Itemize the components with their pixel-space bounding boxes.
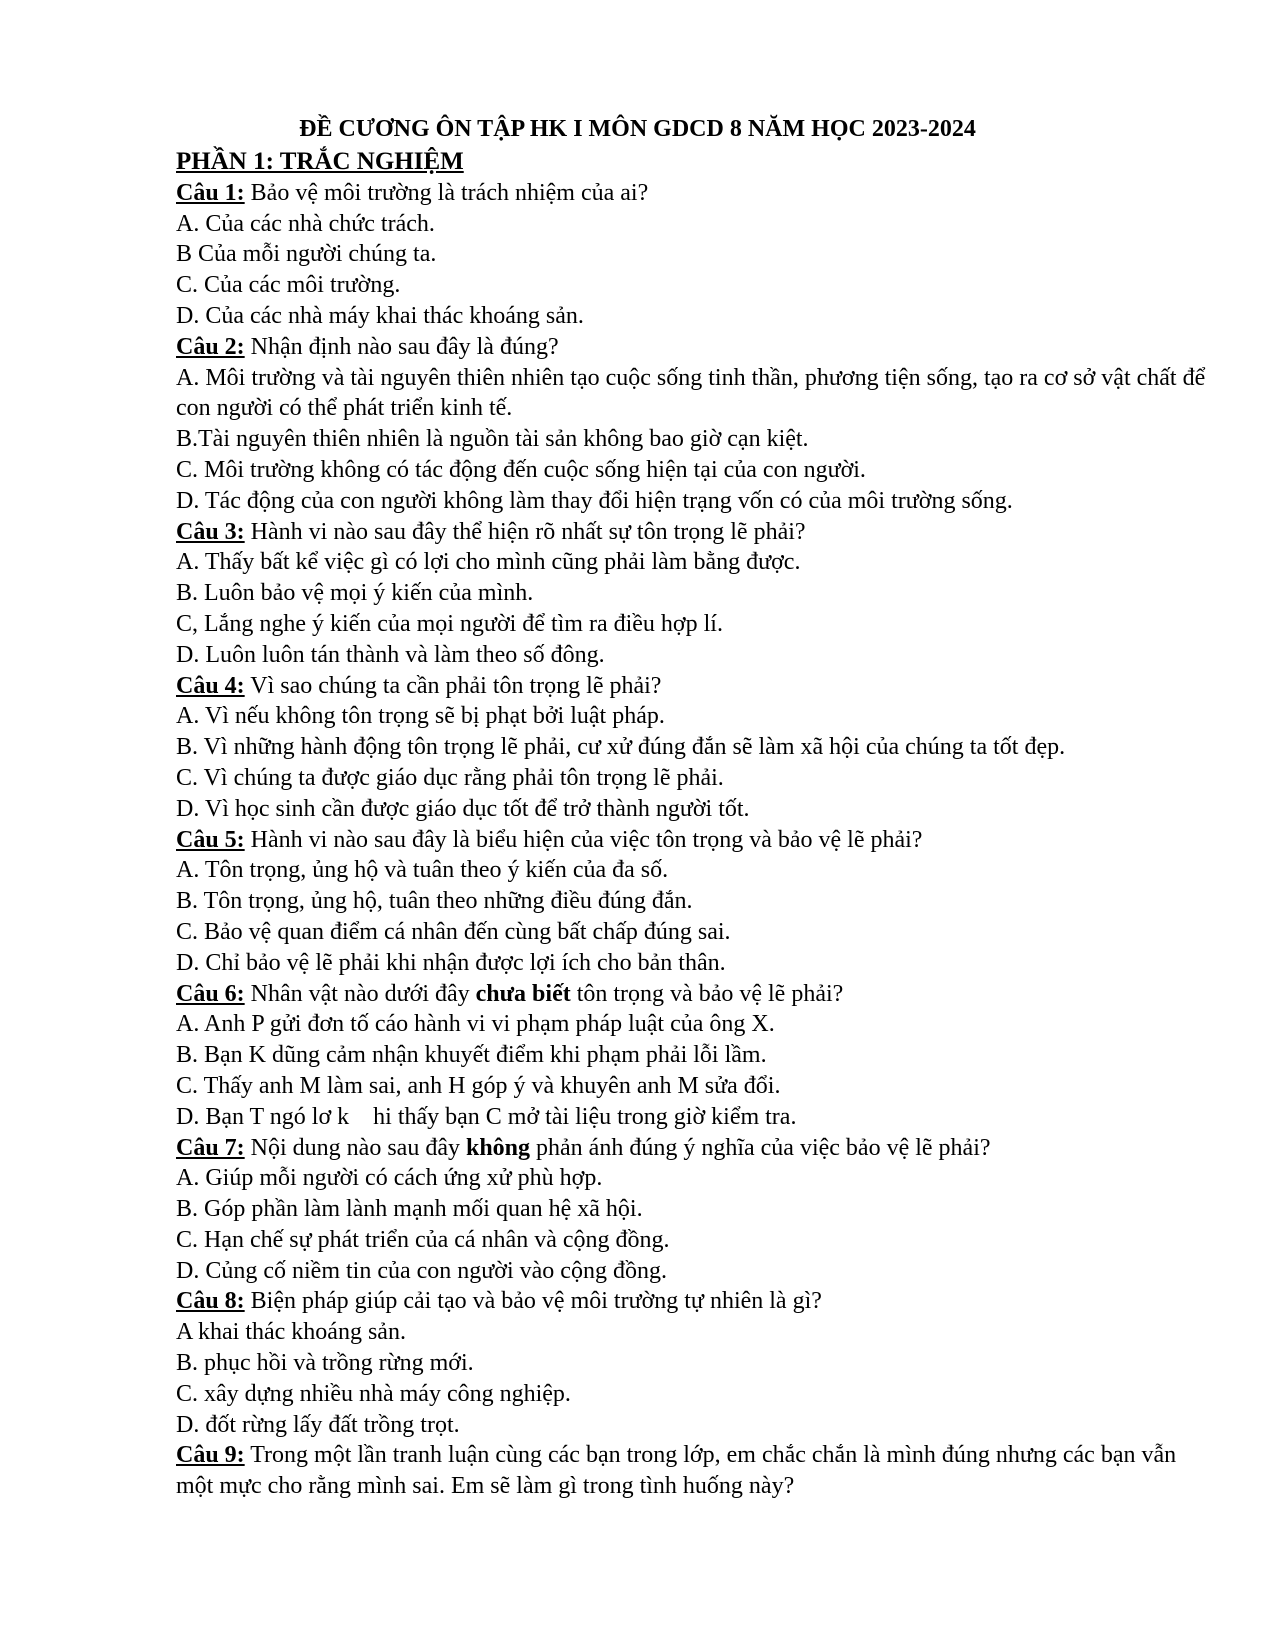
option-3c: C, Lắng nghe ý kiến của mọi người để tìm ra điều hợp lí. [176,610,723,637]
question-3 [176,517,1206,548]
option-7a: A. Giúp mỗi người có cách ứng xử phù hợp. [176,1165,603,1192]
option-2c: C. Môi trường không có tác động đến cuộc sống hiện tại của con người. [176,456,866,483]
question-label: Câu 3: [176,518,245,545]
question-label: Câu 8: [176,1288,245,1315]
option-5c: C. Bảo vệ quan điểm cá nhân đến cùng bất chấp đúng sai. [176,918,731,945]
question-9 [176,1440,1206,1502]
option-8d: D. đốt rừng lấy đất trồng trọt. [176,1411,460,1438]
option-3d: D. Luôn luôn tán thành và làm theo số đông. [176,641,605,668]
option-6a: A. Anh P gửi đơn tố cáo hành vi vi phạm pháp luật của ông X. [176,1011,775,1038]
question-text: Nội dung nào sau đây [244,1134,466,1161]
option-4b: B. Vì những hành động tôn trọng lẽ phải, cư xử đúng đắn sẽ làm xã hội của chúng ta tốt đẹp. [176,734,1066,761]
option-5a: A. Tôn trọng, ủng hộ và tuân theo ý kiến của đa số. [176,857,669,884]
option-8a: A khai thác khoáng sản. [176,1319,406,1346]
question-label: Câu 4: [176,672,245,699]
question-text: Bảo vệ môi trường là trách nhiệm của ai? [244,179,649,206]
option-4a: A. Vì nếu không tôn trọng sẽ bị phạt bởi luật pháp. [176,703,665,730]
question-text: Trong một lần tranh luận cùng các bạn trong lớp, em chắc chắn là mình đúng nhưng các bạn vẫn một mực cho rằng mình sai. Em sẽ làm gì trong tình huống này? [176,1442,1177,1500]
option-7c: C. Hạn chế sự phát triển của cá nhân và cộng đồng. [176,1226,670,1253]
question-4 [176,671,1206,702]
question-1 [176,178,1206,209]
question-emphasis: không [465,1134,531,1161]
option-4c: C. Vì chúng ta được giáo dục rằng phải tôn trọng lẽ phải. [176,764,724,791]
question-7 [176,1133,1206,1164]
question-2 [176,332,1206,363]
option-2d: D. Tác động của con người không làm thay đổi hiện trạng vốn có của môi trường sống. [176,487,1013,514]
question-label: Câu 1: [176,179,245,206]
option-5d: D. Chỉ bảo vệ lẽ phải khi nhận được lợi ích cho bản thân. [176,949,726,976]
option-1a: A. Của các nhà chức trách. [176,210,435,237]
question-text: Vì sao chúng ta cần phải tôn trọng lẽ phải? [244,672,662,699]
document-title: ĐỀ CƯƠNG ÔN TẬP HK I MÔN GDCD 8 NĂM HỌC 2023-2024 [299,116,976,142]
option-8b: B. phục hồi và trồng rừng mới. [176,1350,474,1377]
option-6d: D. Bạn T ngó lơ k hi thấy bạn C mở tài liệu trong giờ kiểm tra. [176,1103,797,1130]
option-3b: B. Luôn bảo vệ mọi ý kiến của mình. [176,580,534,607]
question-label: Câu 9: [176,1442,245,1469]
option-4d: D. Vì học sinh cần được giáo dục tốt để trở thành người tốt. [176,795,750,822]
question-text: phản ánh đúng ý nghĩa của việc bảo vệ lẽ phải? [530,1134,991,1161]
option-7d: D. Củng cố niềm tin của con người vào cộng đồng. [176,1257,667,1284]
question-text: Nhận định nào sau đây là đúng? [244,333,559,360]
question-8 [176,1286,1206,1317]
option-1c: C. Của các môi trường. [176,272,401,299]
question-text: tôn trọng và bảo vệ lẽ phải? [570,980,844,1007]
question-text: Hành vi nào sau đây là biểu hiện của việc tôn trọng và bảo vệ lẽ phải? [244,826,923,853]
question-text: Biện pháp giúp cải tạo và bảo vệ môi trường tự nhiên là gì? [244,1288,822,1315]
question-label: Câu 2: [176,333,245,360]
option-2a: A. Môi trường và tài nguyên thiên nhiên tạo cuộc sống tinh thần, phương tiện sống, tạo ra cơ sở vật chất để con người có thể phát triển kinh tế. [176,364,1206,422]
option-1d: D. Của các nhà máy khai thác khoáng sản. [176,302,584,329]
option-2b: B.Tài nguyên thiên nhiên là nguồn tài sản không bao giờ cạn kiệt. [176,426,809,453]
option-6b: B. Bạn K dũng cảm nhận khuyết điểm khi phạm phải lỗi lầm. [176,1042,767,1069]
option-8c: C. xây dựng nhiều nhà máy công nghiệp. [176,1380,571,1407]
question-label: Câu 7: [176,1134,245,1161]
option-5b: B. Tôn trọng, ủng hộ, tuân theo những điều đúng đắn. [176,888,693,915]
question-6 [176,979,1206,1010]
option-1b: B Của mỗi người chúng ta. [176,241,437,268]
option-6c: C. Thấy anh M làm sai, anh H góp ý và khuyên anh M sửa đổi. [176,1072,781,1099]
option-7b: B. Góp phần làm lành mạnh mối quan hệ xã hội. [176,1196,643,1223]
question-text: Hành vi nào sau đây thể hiện rõ nhất sự tôn trọng lẽ phải? [244,518,806,545]
question-label: Câu 6: [176,980,245,1007]
question-emphasis: chưa biết [475,980,571,1007]
document-body [176,147,1206,1502]
question-label: Câu 5: [176,826,245,853]
question-text: Nhân vật nào dưới đây [244,980,476,1007]
question-5 [176,825,1206,856]
option-3a: A. Thấy bất kể việc gì có lợi cho mình cũng phải làm bằng được. [176,549,801,576]
section-title: PHẦN 1: TRẮC NGHIỆM [176,148,464,175]
